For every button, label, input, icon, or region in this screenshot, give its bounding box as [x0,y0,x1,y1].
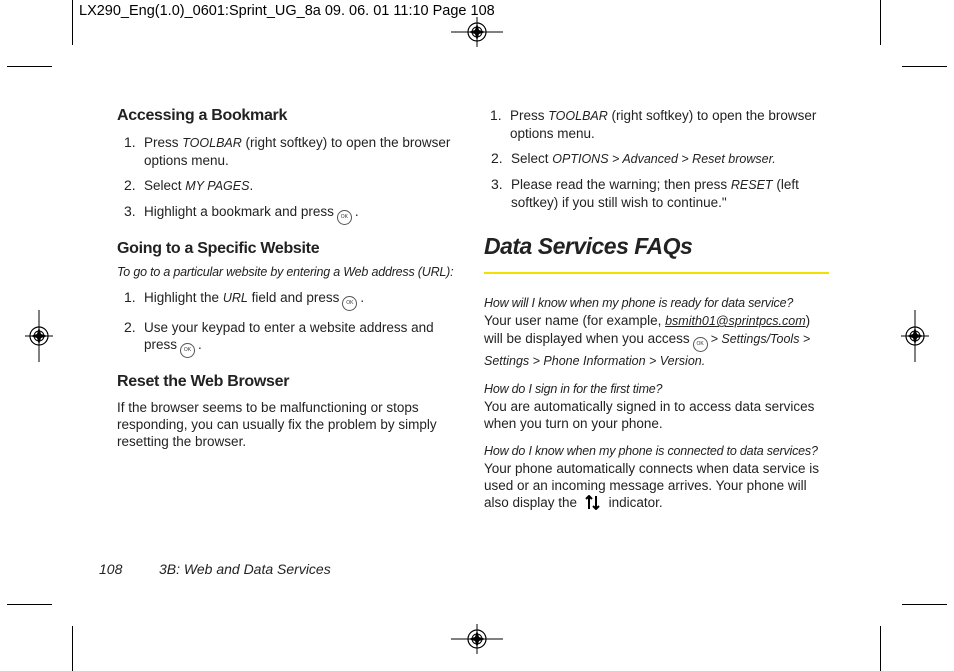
crop-mark [7,66,52,67]
crop-mark [880,0,881,45]
registration-mark-icon [901,310,929,362]
section-heading: Going to a Specific Website [117,240,320,257]
list-item: 2. Select OPTIONS > Advanced > Reset browser. [491,150,776,166]
data-connection-indicator-icon [584,495,602,510]
crop-mark [902,66,947,67]
crop-mark [902,604,947,605]
menu-ok-key-icon: OK [693,337,708,352]
print-slug: LX290_Eng(1.0)_0601:Sprint_UG_8a 09. 06. 01 11:10 Page 108 [79,3,495,19]
registration-mark-icon [25,310,53,362]
faq-answer: You are automatically signed in to access data services when you turn on your phone. [484,399,815,431]
title-rule [484,272,829,274]
list-item: 1. Highlight the URL field and press OK . [117,289,457,311]
list-item: 3. Please read the warning; then press RESET (left softkey) if you still wish to continue." [491,176,799,210]
right-column [484,107,830,511]
intro-text: To go to a particular website by entering a Web address (URL): [117,265,454,279]
list-item: 3. Highlight a bookmark and press OK . [117,203,457,225]
page-title: Data Services FAQs [484,233,693,259]
registration-mark-icon [451,624,503,654]
faq-question: How do I sign in for the first time? [484,382,663,396]
menu-ok-key-icon: OK [342,296,357,311]
example-email-link[interactable]: bsmith01@sprintpcs.com [665,314,806,328]
footer-section: 3B: Web and Data Services [159,561,331,577]
left-column [117,107,457,450]
crop-mark [72,0,73,45]
crop-mark [7,604,52,605]
faq-answer: Your user name (for example, bsmith01@sprintpcs.com) will be displayed when you access OK > Settings/Tools > Settings > Phone Information > Version. [484,313,811,368]
crop-mark [880,626,881,671]
body-text: If the browser seems to be malfunctioning or stops responding, you can usually fix the problem by simply resetting the browser. [117,400,437,449]
section-heading: Reset the Web Browser [117,373,290,390]
faq-question: How will I know when my phone is ready for data service? [484,296,794,310]
faq-answer: Your phone automatically connects when data service is used or an incoming message arrives. Your phone will also display the indicator. [484,461,819,510]
registration-mark-icon [451,17,503,47]
menu-ok-key-icon: OK [337,210,352,225]
section-heading: Accessing a Bookmark [117,107,288,124]
list-item: 2. Use your keypad to enter a website address and press OK . [117,319,457,358]
faq-question: How do I know when my phone is connected to data services? [484,444,818,458]
menu-ok-key-icon: OK [180,343,195,358]
crop-mark [72,626,73,671]
list-item: 1. Press TOOLBAR (right softkey) to open the browser options menu. [490,107,817,141]
list-item: 1. Press TOOLBAR (right softkey) to open the browser options menu. [124,134,451,168]
list-item: 2. Select MY PAGES. [124,177,254,193]
page-number: 108 [99,561,123,577]
